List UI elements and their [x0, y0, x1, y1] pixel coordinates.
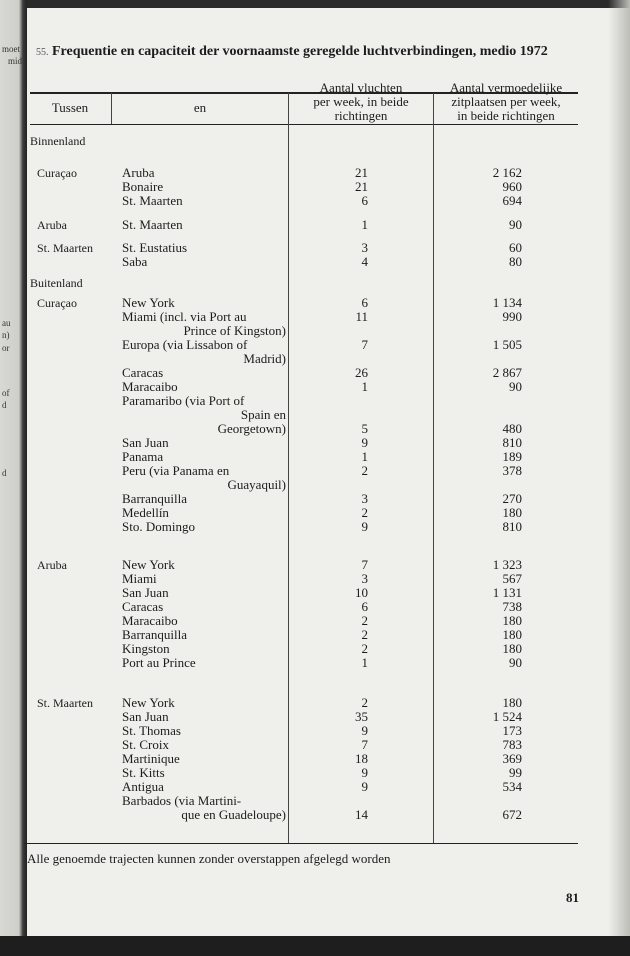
flights-per-week: 21 [355, 179, 368, 194]
flights-per-week: 6 [361, 295, 368, 310]
destination-label: Georgetown) [217, 421, 286, 436]
table-row [0, 794, 630, 822]
table-row [0, 255, 630, 269]
seats-per-week: 180 [502, 641, 522, 656]
table-row [0, 506, 630, 520]
flights-per-week: 1 [361, 655, 368, 670]
table-row [0, 614, 630, 628]
seats-per-week: 270 [502, 491, 522, 506]
header-line: Aantal vluchten [319, 80, 403, 95]
flights-per-week: 9 [361, 435, 368, 450]
seats-per-week: 810 [502, 519, 522, 534]
destination-label: St. Croix [122, 737, 169, 752]
table-row [0, 366, 630, 380]
table-row [0, 380, 630, 394]
destination-label: New York [122, 695, 175, 710]
seats-per-week: 960 [502, 179, 522, 194]
flights-per-week: 10 [355, 585, 368, 600]
header-line: in beide richtingen [457, 108, 555, 123]
table-row [0, 464, 630, 492]
flights-per-week: 9 [361, 519, 368, 534]
gutter-fragment: mid [8, 56, 23, 66]
seats-per-week: 1 134 [492, 295, 522, 310]
flights-per-week: 7 [361, 337, 368, 352]
flights-per-week: 2 [361, 627, 368, 642]
table-title [36, 44, 548, 61]
destination-label: St. Maarten [122, 217, 183, 232]
flights-per-week: 5 [361, 421, 368, 436]
header-to: en [193, 100, 207, 115]
flights-per-week: 14 [355, 807, 368, 822]
table-row [0, 656, 630, 670]
flights-per-week: 4 [361, 254, 368, 269]
table-row [0, 166, 630, 180]
destination-label: Guayaquil) [227, 477, 286, 492]
destination-label: New York [122, 295, 175, 310]
header-seats [434, 81, 578, 123]
destination-label: Saba [122, 254, 148, 269]
table-row [0, 194, 630, 208]
flights-per-week: 1 [361, 449, 368, 464]
destination-label: Paramaribo (via Port of [122, 393, 245, 408]
destination-label: Miami (incl. via Port au [122, 309, 247, 324]
seats-per-week: 180 [502, 613, 522, 628]
seats-per-week: 694 [502, 193, 522, 208]
seats-per-week: 534 [502, 779, 522, 794]
table-row [0, 642, 630, 656]
destination-label: New York [122, 557, 175, 572]
table-row [0, 450, 630, 464]
seats-per-week: 80 [509, 254, 522, 269]
table-row [0, 218, 630, 232]
header-line: Aantal vermoedelijke [449, 80, 563, 95]
flights-per-week: 3 [361, 491, 368, 506]
destination-label: Barranquilla [122, 491, 187, 506]
table-row [0, 520, 630, 534]
seats-per-week: 480 [502, 421, 522, 436]
header-line: zitplaatsen per week, [451, 94, 561, 109]
seats-per-week: 1 131 [492, 585, 522, 600]
seats-per-week: 173 [502, 723, 522, 738]
header-bottom-rule [30, 124, 578, 125]
destination-label: Spain en [240, 407, 286, 422]
table-row [0, 436, 630, 450]
header-line: per week, in beide [313, 94, 409, 109]
header-line: richtingen [334, 108, 388, 123]
seats-per-week: 738 [502, 599, 522, 614]
destination-label: Barbados (via Martini- [122, 793, 242, 808]
scan-top-edge [0, 0, 630, 8]
origin-label: St. Maarten [37, 696, 93, 710]
table-row [0, 180, 630, 194]
table-row [0, 338, 630, 366]
seats-per-week: 60 [509, 240, 522, 255]
destination-label: Antigua [122, 779, 164, 794]
destination-label: que en Guadeloupe) [181, 807, 286, 822]
table-row [0, 696, 630, 710]
flights-per-week: 6 [361, 193, 368, 208]
flights-per-week: 2 [361, 463, 368, 478]
flights-per-week: 9 [361, 765, 368, 780]
table-row [0, 724, 630, 738]
seats-per-week: 2 867 [492, 365, 522, 380]
flights-per-week: 1 [361, 379, 368, 394]
table-row [0, 492, 630, 506]
destination-label: Bonaire [122, 179, 164, 194]
table-number: 55. [36, 47, 49, 58]
seats-per-week: 1 505 [492, 337, 522, 352]
seats-per-week: 1 323 [492, 557, 522, 572]
table-row [0, 572, 630, 586]
destination-label: Prince of Kingston) [183, 323, 286, 338]
header-from: Tussen [51, 100, 89, 115]
seats-per-week: 1 524 [492, 709, 522, 724]
flights-per-week: 7 [361, 557, 368, 572]
destination-label: Aruba [122, 165, 155, 180]
gutter-fragment: d [2, 468, 7, 478]
destination-label: Miami [122, 571, 157, 586]
flights-per-week: 7 [361, 737, 368, 752]
flights-per-week: 21 [355, 165, 368, 180]
origin-label: Curaçao [37, 296, 77, 310]
table-row [0, 628, 630, 642]
gutter-fragment: n) [2, 330, 10, 340]
gutter-fragment: of [2, 388, 10, 398]
destination-label: Madrid) [243, 351, 286, 366]
table-row [0, 766, 630, 780]
seats-per-week: 90 [509, 217, 522, 232]
seats-per-week: 567 [502, 571, 522, 586]
destination-label: Panama [122, 449, 164, 464]
flights-per-week: 2 [361, 641, 368, 656]
table-row [0, 780, 630, 794]
origin-label: Aruba [37, 558, 67, 572]
flights-per-week: 2 [361, 695, 368, 710]
seats-per-week: 783 [502, 737, 522, 752]
table-row [0, 241, 630, 255]
page-number: 81 [566, 890, 579, 905]
table-row [0, 586, 630, 600]
scan-bottom-edge [0, 936, 630, 956]
destination-label: Peru (via Panama en [122, 463, 230, 478]
flights-per-week: 2 [361, 613, 368, 628]
table-row [0, 296, 630, 310]
table-row [0, 310, 630, 338]
seats-per-week: 189 [502, 449, 522, 464]
table-row [0, 558, 630, 572]
table-row [0, 600, 630, 614]
destination-label: St. Maarten [122, 193, 183, 208]
seats-per-week: 378 [502, 463, 522, 478]
seats-per-week: 990 [502, 309, 522, 324]
footnote: Alle genoemde trajecten kunnen zonder overstappen afgelegd worden [27, 851, 391, 866]
destination-label: Maracaibo [122, 613, 178, 628]
seats-per-week: 180 [502, 505, 522, 520]
destination-label: Maracaibo [122, 379, 178, 394]
table-row [0, 752, 630, 766]
table-row [0, 738, 630, 752]
seats-per-week: 99 [509, 765, 522, 780]
gutter-fragment: moet [2, 44, 20, 54]
gutter-fragment: au [2, 318, 11, 328]
table-row [0, 394, 630, 436]
flights-per-week: 6 [361, 599, 368, 614]
gutter-fragment: d [2, 400, 7, 410]
destination-label: Europa (via Lissabon of [122, 337, 248, 352]
table-title-text: Frequentie en capaciteit der voornaamste geregelde luchtverbindingen, medio 1972 [52, 44, 548, 59]
destination-label: Martinique [122, 751, 180, 766]
flights-per-week: 9 [361, 723, 368, 738]
seats-per-week: 180 [502, 627, 522, 642]
seats-per-week: 90 [509, 655, 522, 670]
origin-label: Curaçao [37, 166, 77, 180]
destination-label: St. Kitts [122, 765, 165, 780]
destination-label: Barranquilla [122, 627, 187, 642]
flights-per-week: 1 [361, 217, 368, 232]
header-flights [289, 81, 433, 123]
destination-label: San Juan [122, 585, 169, 600]
destination-label: Sto. Domingo [122, 519, 195, 534]
section-heading: Binnenland [30, 134, 86, 148]
flights-per-week: 3 [361, 240, 368, 255]
seats-per-week: 180 [502, 695, 522, 710]
destination-label: San Juan [122, 435, 169, 450]
gutter-fragment: or [2, 343, 10, 353]
origin-label: Aruba [37, 218, 67, 232]
flights-per-week: 9 [361, 779, 368, 794]
destination-label: Port au Prince [122, 655, 196, 670]
seats-per-week: 672 [502, 807, 522, 822]
destination-label: St. Eustatius [122, 240, 188, 255]
flights-per-week: 2 [361, 505, 368, 520]
flights-per-week: 18 [355, 751, 368, 766]
seats-per-week: 369 [502, 751, 522, 766]
seats-per-week: 2 162 [492, 165, 522, 180]
destination-label: Kingston [122, 641, 170, 656]
destination-label: St. Thomas [122, 723, 181, 738]
seats-per-week: 810 [502, 435, 522, 450]
seats-per-week: 90 [509, 379, 522, 394]
destination-label: San Juan [122, 709, 169, 724]
flights-per-week: 11 [355, 309, 368, 324]
destination-label: Caracas [122, 599, 164, 614]
destination-label: Caracas [122, 365, 164, 380]
flights-per-week: 26 [355, 365, 368, 380]
destination-label: Medellín [122, 505, 169, 520]
flights-per-week: 3 [361, 571, 368, 586]
section-heading: Buitenland [30, 276, 83, 290]
table-bottom-rule [24, 843, 578, 844]
flights-per-week: 35 [355, 709, 368, 724]
origin-label: St. Maarten [37, 241, 93, 255]
table-row [0, 710, 630, 724]
